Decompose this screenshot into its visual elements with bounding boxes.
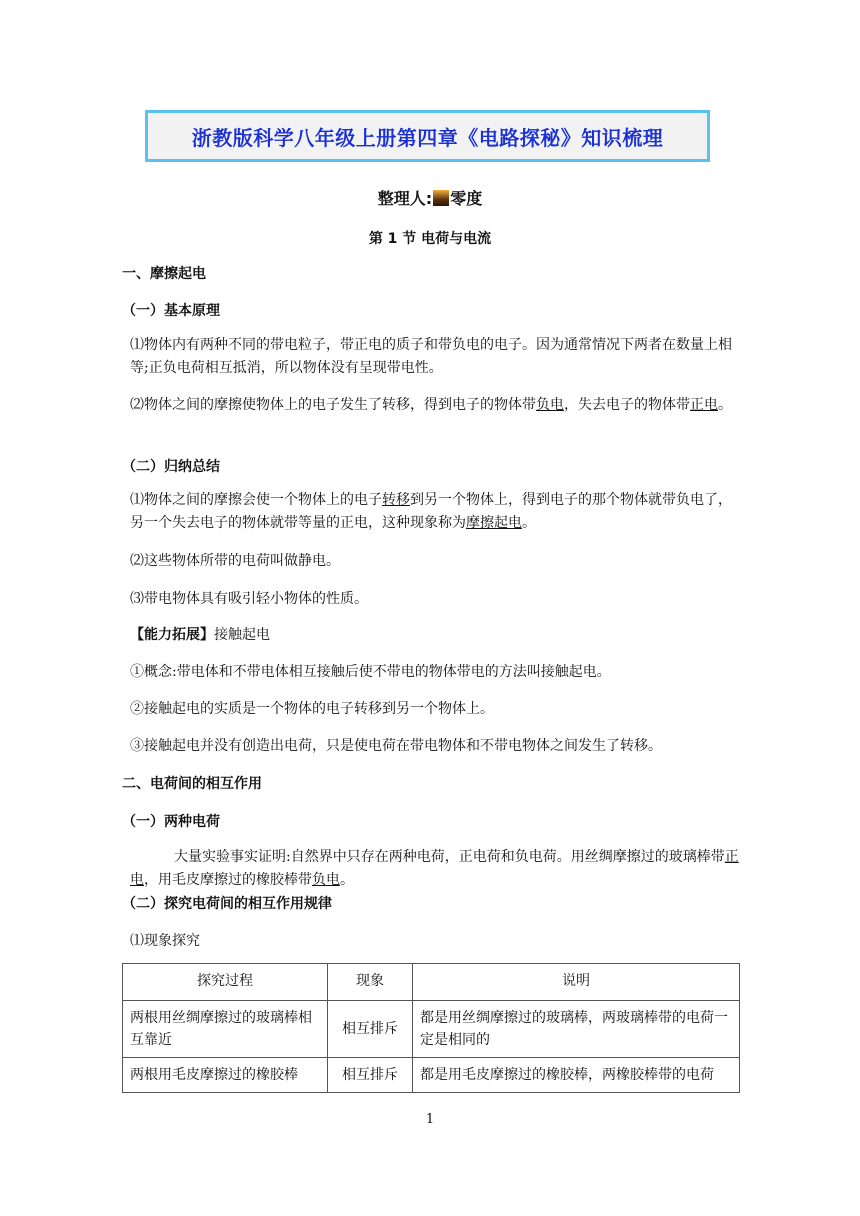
table-cell: 两根用丝绸摩擦过的玻璃棒相互靠近 <box>123 1001 328 1058</box>
document-title: 浙教版科学八年级上册第四章《电路探秘》知识梳理 <box>191 125 664 150</box>
table-header-row <box>123 964 740 1001</box>
p3-underline-2: 摩擦起电 <box>466 515 522 531</box>
table-row <box>123 1001 740 1058</box>
p3-text-a: ⑴物体之间的摩擦会使一个物体上的电子 <box>130 492 382 508</box>
paragraph-1: ⑴物体内有两种不同的带电粒子，带正电的质子和带负电的电子。因为通常情况下两者在数量上相等;正负电荷相互抵消，所以物体没有呈现带电性。 <box>130 337 732 376</box>
table-cell: 都是用毛皮摩擦过的橡胶棒，两橡胶棒带的电荷 <box>413 1058 740 1093</box>
p3-underline-1: 转移 <box>382 492 410 508</box>
author-line <box>0 186 860 209</box>
table-header: 探究过程 <box>123 964 328 1001</box>
p2-text-a: ⑵物体之间的摩擦使物体上的电子发生了转移，得到电子的物体带 <box>130 397 536 413</box>
author-label: 整理人: <box>377 189 433 208</box>
p6-text-b: ，用毛皮摩擦过的橡胶棒带 <box>144 872 312 888</box>
table-cell: 两根用毛皮摩擦过的橡胶棒 <box>123 1058 328 1093</box>
heading-2: 二、电荷间的相互作用 <box>122 776 262 792</box>
p2-underline-2: 正电 <box>690 397 718 413</box>
paragraph-3 <box>130 489 740 535</box>
extension-label: 【能力拓展】 <box>130 627 214 643</box>
table-cell: 相互排斥 <box>328 1058 413 1093</box>
subheading-summary: （二）归纳总结 <box>122 459 220 475</box>
paragraph-2 <box>130 394 740 417</box>
paragraph-7: ⑴现象探究 <box>130 933 200 949</box>
p6-underline-2: 负电 <box>312 872 340 888</box>
table-row <box>123 1058 740 1093</box>
table-cell: 相互排斥 <box>328 1001 413 1058</box>
ability-extension <box>130 624 740 647</box>
p6-underline-1: 正电 <box>130 849 739 888</box>
extension-text: 接触起电 <box>214 627 270 643</box>
table-header: 现象 <box>328 964 413 1001</box>
author-name: 零度 <box>450 189 483 208</box>
p6-text-a: 大量实验事实证明:自然界中只存在两种电荷，正电荷和负电荷。用丝绸摩擦过的玻璃棒带 <box>174 849 725 865</box>
section-title: 第 1 节 电荷与电流 <box>368 231 492 247</box>
table-cell: 都是用丝绸摩擦过的玻璃棒，两玻璃棒带的电荷一定是相同的 <box>413 1001 740 1058</box>
p2-underline-1: 负电 <box>536 397 564 413</box>
p3-text-b: 到另一个物体上，得到电子的那个物体就带负电了，另一个失去电子的物体就带等量的正电，这种现象称为 <box>130 492 732 531</box>
p2-text-b: ，失去电子的物体带 <box>564 397 690 413</box>
paragraph-5: ⑶带电物体具有吸引轻小物体的性质。 <box>130 591 368 607</box>
experiment-table <box>122 963 740 1093</box>
author-avatar-icon <box>433 190 449 206</box>
subheading-explore-interaction: （二）探究电荷间的相互作用规律 <box>122 896 332 912</box>
extension-item-2: ②接触起电的实质是一个物体的电子转移到另一个物体上。 <box>130 701 494 717</box>
p6-text-c: 。 <box>340 872 354 888</box>
page-number: 1 <box>425 1112 435 1127</box>
extension-item-3: ③接触起电并没有创造出电荷，只是使电荷在带电物体和不带电物体之间发生了转移。 <box>130 738 662 754</box>
p3-text-c: 。 <box>522 515 536 531</box>
paragraph-4: ⑵这些物体所带的电荷叫做静电。 <box>130 553 340 569</box>
subheading-basic-principle: （一）基本原理 <box>122 303 220 319</box>
title-box <box>145 110 710 162</box>
table-header: 说明 <box>413 964 740 1001</box>
subheading-two-charges: （一）两种电荷 <box>122 814 220 830</box>
extension-item-1: ①概念:带电体和不带电体相互接触后使不带电的物体带电的方法叫接触起电。 <box>130 664 611 680</box>
paragraph-6 <box>130 846 740 892</box>
p2-text-c: 。 <box>718 397 732 413</box>
heading-1: 一、摩擦起电 <box>122 266 206 282</box>
